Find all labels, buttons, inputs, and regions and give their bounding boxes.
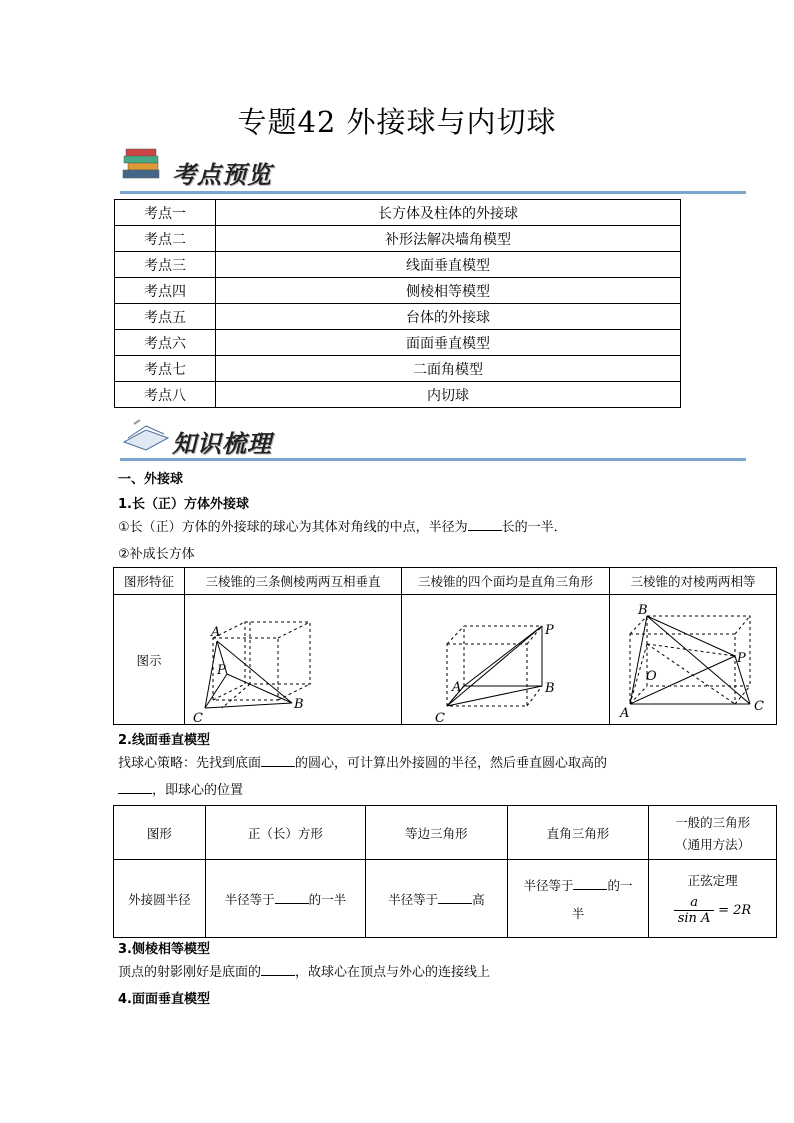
topic-id: 考点八 [115, 382, 216, 408]
topic-name: 线面垂直模型 [216, 252, 681, 278]
model-table [113, 567, 777, 725]
topic-row [115, 252, 681, 278]
topic-name: 长方体及柱体的外接球 [216, 200, 681, 226]
figure-cell [610, 595, 777, 725]
row-label: 图形特征 [114, 568, 185, 595]
topic-name: 补形法解决墙角模型 [216, 226, 681, 252]
topic-id: 考点四 [115, 278, 216, 304]
vertex-label-O: O [646, 668, 657, 684]
figure-perpendicular-edges [185, 596, 401, 724]
header-cell: 一般的三角形 （通用方法） [649, 806, 777, 860]
fill-blank [118, 792, 152, 794]
sub1-text-line2: ②补成长方体 [118, 547, 195, 562]
figure-cell [185, 595, 402, 725]
row-label: 外接圆半径 [114, 860, 206, 938]
figure-cell [402, 595, 610, 725]
vertex-label-C: C [193, 710, 203, 724]
header-cell: 正（长）方形 [205, 806, 365, 860]
topic-row [115, 356, 681, 382]
topic-name: 二面角模型 [216, 356, 681, 382]
banner-divider [120, 458, 746, 461]
vertex-label-A: A [211, 624, 221, 640]
sub2-text-line1: 找球心策略：先找到底面 的圆心，可计算出外接圆的半径，然后垂直圆心取高的 [118, 756, 608, 771]
topic-name: 内切球 [216, 382, 681, 408]
feature-cell: 三棱锥的对棱两两相等 [610, 568, 777, 595]
page-title: 专题42 外接球与内切球 [237, 105, 557, 139]
banner-title: 知识梳理 [172, 430, 272, 458]
topic-name: 台体的外接球 [216, 304, 681, 330]
fill-blank [468, 529, 502, 531]
sub3-text-line: 顶点的射影刚好是底面的 ，故球心在顶点与外心的连接线上 [118, 965, 491, 980]
fill-blank [261, 765, 295, 767]
figure-equal-opposite-edges [610, 596, 776, 724]
feature-cell: 三棱锥的三条侧棱两两互相垂直 [185, 568, 402, 595]
section-banner-knowledge [120, 416, 746, 464]
topic-table [114, 199, 681, 408]
vertex-label-P: P [737, 650, 746, 666]
topic-name: 侧棱相等模型 [216, 278, 681, 304]
topic-row [115, 226, 681, 252]
fill-blank [261, 974, 295, 976]
header-cell: 直角三角形 [507, 806, 649, 860]
vertex-label-B: B [294, 696, 304, 712]
topic-name: 面面垂直模型 [216, 330, 681, 356]
figure-right-triangle-faces [402, 596, 609, 724]
vertex-label-B: B [638, 602, 648, 618]
header-cell: 图形 [114, 806, 206, 860]
feature-cell: 三棱锥的四个面均是直角三角形 [402, 568, 610, 595]
vertex-label-A: A [620, 705, 630, 721]
topic-row [115, 278, 681, 304]
sub-heading-3: 3.侧棱相等模型 [118, 942, 210, 957]
header-cell: 等边三角形 [366, 806, 508, 860]
fill-blank [573, 888, 607, 890]
vertex-label-P: P [545, 622, 554, 638]
value-cell: 半径等于 的一半 [205, 860, 365, 938]
section-banner-preview [120, 145, 746, 197]
banner-divider [120, 191, 746, 194]
sub-heading-1: 1.长（正）方体外接球 [118, 497, 249, 512]
topic-id: 考点一 [115, 200, 216, 226]
value-cell: 正弦定理 a sin A = 2R [649, 860, 777, 938]
part-heading: 一、外接球 [118, 472, 184, 487]
book-icon [120, 416, 172, 452]
vertex-label-C: C [435, 710, 445, 724]
circumradius-table [113, 805, 777, 938]
value-cell: 半径等于 的一 半 [507, 860, 649, 938]
sub-heading-4: 4.面面垂直模型 [118, 992, 210, 1007]
topic-row [115, 200, 681, 226]
topic-id: 考点七 [115, 356, 216, 382]
fill-blank [275, 902, 309, 904]
topic-row [115, 330, 681, 356]
vertex-label-A: A [452, 679, 462, 695]
topic-id: 考点六 [115, 330, 216, 356]
vertex-label-B: B [545, 680, 555, 696]
vertex-label-P: P [217, 662, 226, 678]
fill-blank [438, 902, 472, 904]
value-cell: 半径等于 高 [366, 860, 508, 938]
books-icon [120, 145, 172, 185]
topic-id: 考点二 [115, 226, 216, 252]
topic-row [115, 382, 681, 408]
sub-heading-2: 2.线面垂直模型 [118, 733, 210, 748]
topic-id: 考点五 [115, 304, 216, 330]
sub1-text-line1: ①长（正）方体的外接球的球心为其体对角线的中点，半径为 长的一半． [118, 520, 567, 535]
sub2-text-line2: ，即球心的位置 [118, 779, 243, 798]
topic-id: 考点三 [115, 252, 216, 278]
topic-row [115, 304, 681, 330]
sine-law-formula: a sin A = 2R [674, 895, 751, 926]
vertex-label-C: C [754, 698, 764, 714]
banner-title: 考点预览 [172, 161, 272, 189]
row-label: 图示 [114, 595, 185, 725]
